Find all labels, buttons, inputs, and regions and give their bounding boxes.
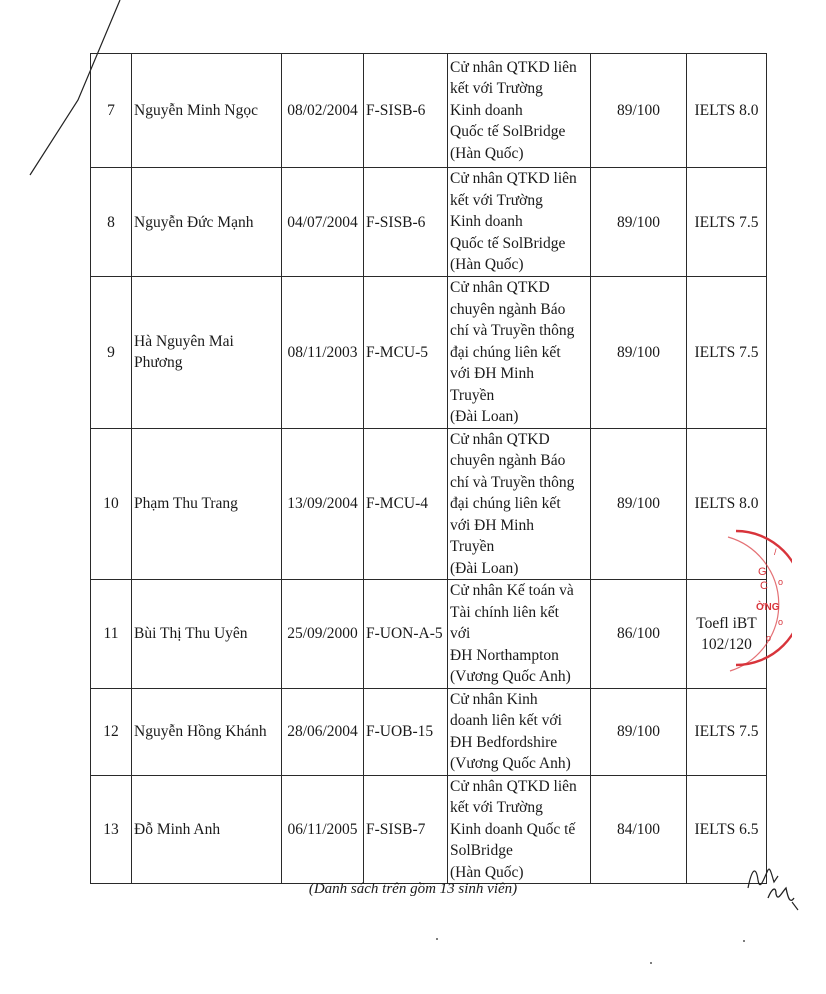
program-cell [448,428,591,580]
program-line: ĐH Bedfordshire [450,733,558,751]
row-number: 10 [91,428,132,580]
language-certificate: IELTS 8.0 [687,428,767,580]
student-name: Nguyễn Hồng Khánh [132,688,282,775]
program-line: Quốc tế SolBridge [450,123,566,141]
row-number: 12 [91,688,132,775]
score: 86/100 [591,580,687,689]
date-of-birth: 06/11/2005 [282,775,364,884]
program-line: chuyên ngành Báo [450,452,566,469]
program-line: kết với Trường [450,80,543,98]
program-line: (Hàn Quốc) [450,863,524,881]
program-line: Kinh doanh Quốc tế [450,820,576,838]
program-cell [448,688,591,775]
date-of-birth: 28/06/2004 [282,688,364,775]
scan-speck [650,962,652,964]
language-certificate: IELTS 7.5 [687,277,767,429]
footer-note: (Danh sách trên gồm 13 sinh viên) [308,881,518,897]
scan-speck [436,938,438,940]
program-line: Kinh doanh [450,213,523,231]
program-line: Tài chính liên kết [450,603,559,621]
language-certificate: IELTS 6.5 [687,775,767,884]
svg-text:C: C [760,580,768,592]
language-certificate: IELTS 8.0 [687,54,767,168]
program-line: (Hàn Quốc) [450,144,524,162]
date-of-birth: 25/09/2000 [282,580,364,689]
row-number: 7 [91,54,132,168]
score: 89/100 [591,277,687,429]
student-name: Nguyễn Đức Mạnh [132,168,282,277]
row-number: 9 [91,277,132,429]
program-line: (Vương Quốc Anh) [450,668,571,685]
table-row [91,688,767,775]
program-line: Truyền [450,538,495,555]
score: 89/100 [591,688,687,775]
language-certificate: Toefl iBT 102/120 [687,580,767,689]
program-line: Cử nhân QTKD [450,430,550,448]
class-code: F-MCU-4 [364,428,448,580]
program-line: (Vương Quốc Anh) [450,755,571,772]
date-of-birth: 13/09/2004 [282,428,364,580]
table-row [91,54,767,168]
program-line: đại chúng liên kết [450,343,561,361]
svg-text:G: G [758,566,767,578]
student-name: Đỗ Minh Anh [132,775,282,884]
svg-text:/: / [774,547,777,557]
student-name: Hà Nguyên Mai Phương [132,277,282,429]
program-line: (Hàn Quốc) [450,256,524,274]
score: 84/100 [591,775,687,884]
class-code: F-SISB-6 [364,168,448,277]
date-of-birth: 08/02/2004 [282,54,364,168]
class-code: F-SISB-7 [364,775,448,884]
svg-text:o: o [778,577,784,587]
class-code: F-UOB-15 [364,688,448,775]
program-line: kết với Trường [450,799,543,816]
program-line: chí và Truyền thông [450,322,575,339]
score: 89/100 [591,168,687,277]
program-line: doanh liên kết với [450,712,562,729]
class-code: F-SISB-6 [364,54,448,168]
handwritten-signature [742,858,812,918]
program-line: ĐH Northampton [450,646,559,664]
program-line: với ĐH Minh [450,516,534,534]
program-line: Quốc tế SolBridge [450,234,566,252]
program-line: Cử nhân QTKD [450,279,550,296]
student-name: Phạm Thu Trang [132,428,282,580]
program-line: Cử nhân QTKD liên [450,777,577,795]
svg-text:o: o [778,617,784,627]
program-line: SolBridge [450,842,513,859]
program-line: chí và Truyền thông [450,473,575,491]
program-cell [448,54,591,168]
svg-text:ỜNG: ỜNG [756,602,780,613]
program-line: Cử nhân Kế toán và [450,582,574,599]
table-row [91,775,767,884]
scan-speck [743,940,745,942]
score: 89/100 [591,428,687,580]
program-line: Cử nhân QTKD liên [450,170,577,188]
table-row [91,277,767,429]
program-line: (Đài Loan) [450,559,519,577]
program-line: Truyền [450,386,495,404]
program-cell [448,775,591,884]
official-stamp-seal [722,525,792,675]
score: 89/100 [591,54,687,168]
language-certificate: IELTS 7.5 [687,688,767,775]
table-row [91,428,767,580]
program-line: đại chúng liên kết [450,495,561,512]
student-name: Bùi Thị Thu Uyên [132,580,282,689]
date-of-birth: 04/07/2004 [282,168,364,277]
program-line: với ĐH Minh [450,365,534,382]
table-row [91,168,767,277]
svg-text:o: o [766,633,772,643]
program-line: kết với Trường [450,191,543,209]
row-number: 11 [91,580,132,689]
program-line: Cử nhân QTKD liên [450,58,577,76]
program-cell [448,580,591,689]
program-line: Cử nhân Kinh [450,690,538,708]
program-line: Kinh doanh [450,101,523,119]
date-of-birth: 08/11/2003 [282,277,364,429]
table-row [91,580,767,689]
program-line: (Đài Loan) [450,408,519,425]
language-certificate: IELTS 7.5 [687,168,767,277]
student-list-table [90,53,767,884]
row-number: 8 [91,168,132,277]
class-code: F-UON-A-5 [364,580,448,689]
program-cell [448,277,591,429]
program-line: chuyên ngành Báo [450,300,566,318]
program-line: với [450,625,471,642]
row-number: 13 [91,775,132,884]
class-code: F-MCU-5 [364,277,448,429]
program-cell [448,168,591,277]
student-name: Nguyễn Minh Ngọc [132,54,282,168]
